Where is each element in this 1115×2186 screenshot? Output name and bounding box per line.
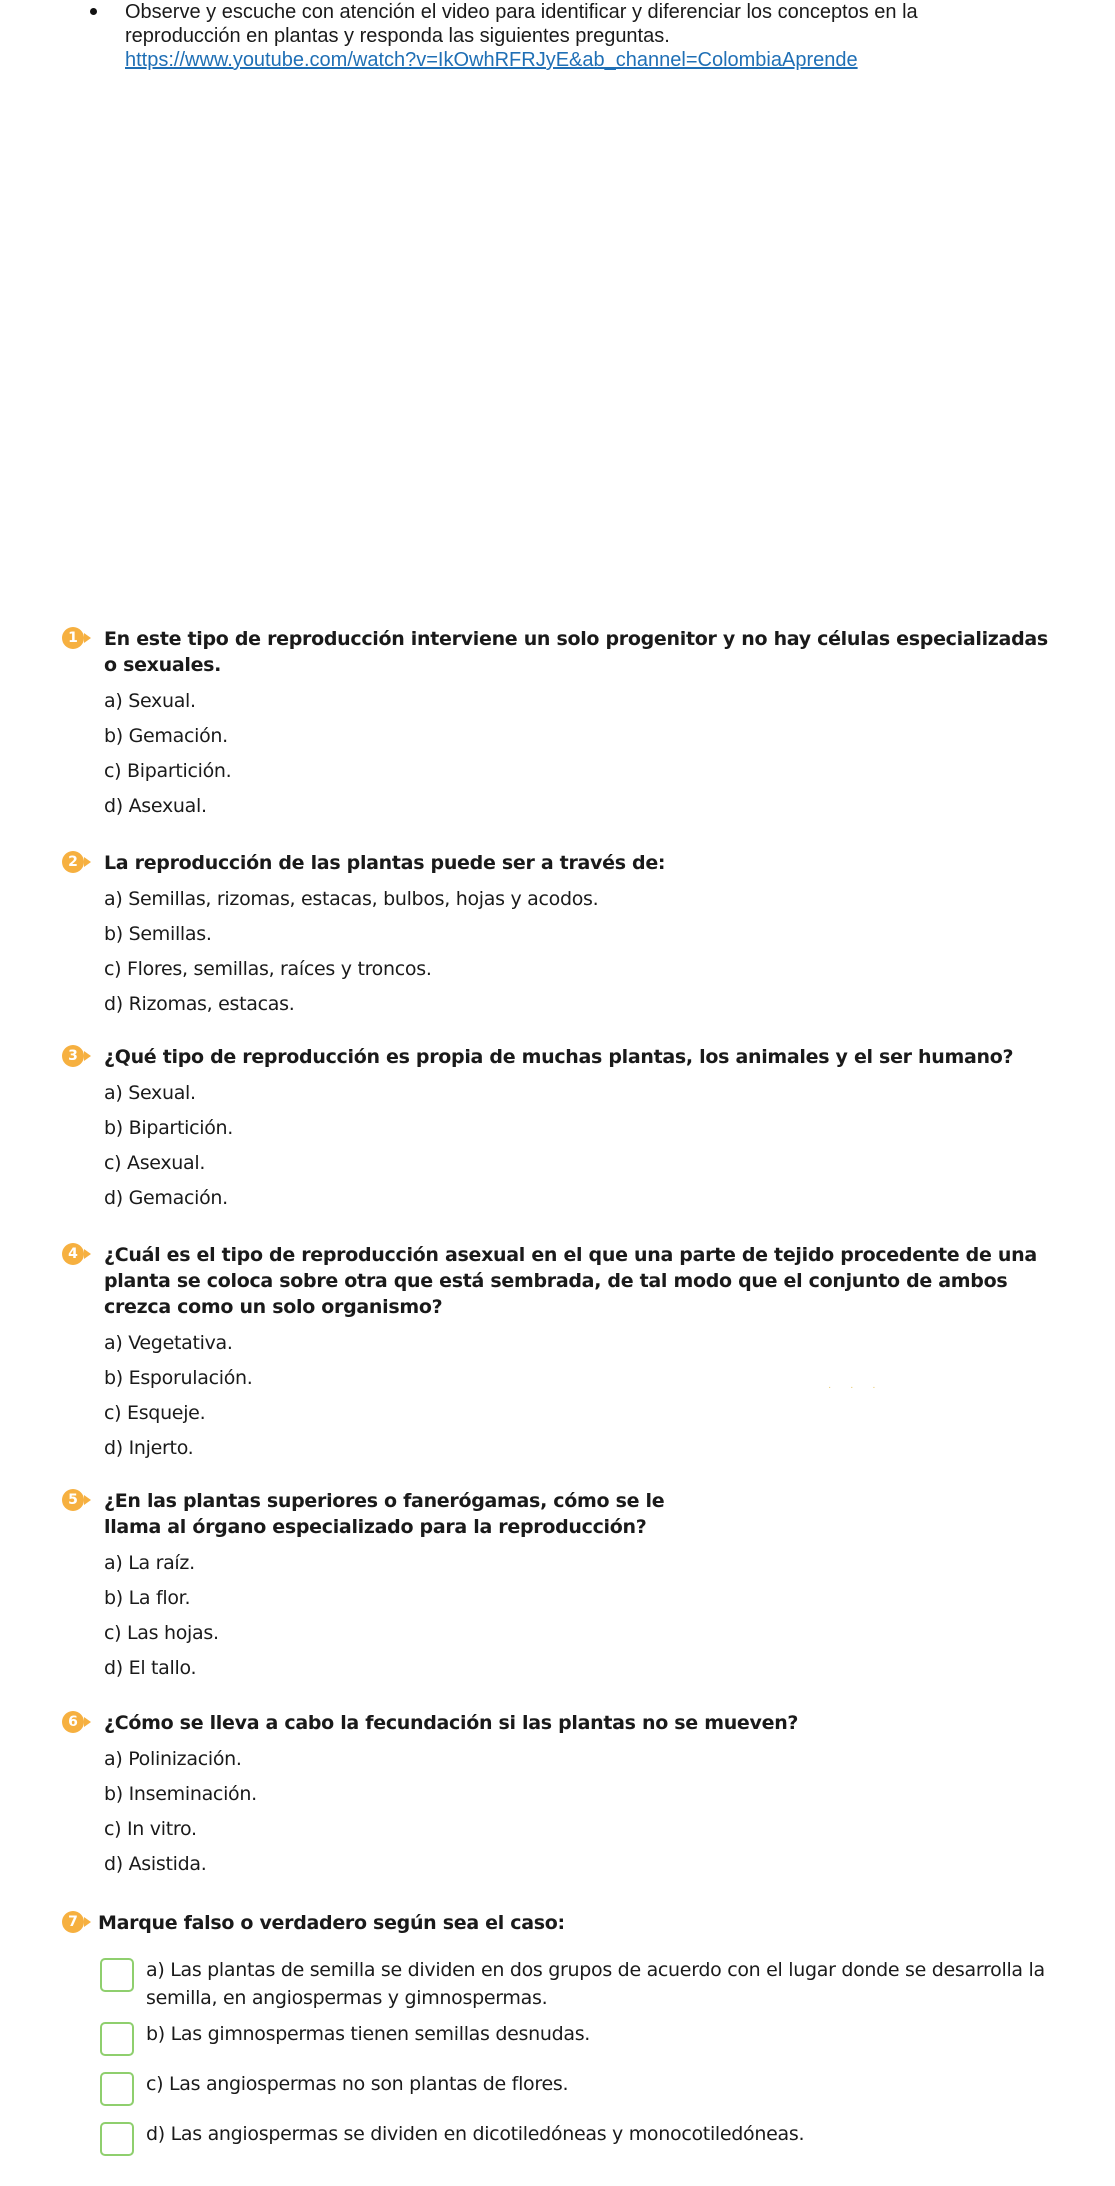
question-text: ¿En las plantas superiores o fanerógamas, cómo se le llama al órgano especializado para la reproducción? xyxy=(104,1490,665,1538)
question-2 xyxy=(62,850,1062,1022)
option-b: b) La flor. xyxy=(104,1587,191,1609)
question-number-badge: 1 xyxy=(62,627,84,649)
option-d: d) Asexual. xyxy=(104,795,207,817)
tf-item-b xyxy=(100,2020,1102,2070)
tf-item-text: b) Las gimnospermas tienen semillas desnudas. xyxy=(146,2023,591,2045)
question-number-badge: 7 xyxy=(62,1911,84,1933)
question-1 xyxy=(62,626,1062,824)
question-7 xyxy=(62,1910,1062,1936)
option-a: a) Semillas, rizomas, estacas, bulbos, hojas y acodos. xyxy=(104,888,599,910)
option-c: c) Esqueje. xyxy=(104,1402,206,1424)
option-c: c) Bipartición. xyxy=(104,760,232,782)
question-number-badge: 4 xyxy=(62,1243,84,1265)
tf-item-text: d) Las angiospermas se dividen en dicotiledóneas y monocotiledóneas. xyxy=(146,2123,805,2145)
intro-section xyxy=(95,0,995,72)
option-d: d) Gemación. xyxy=(104,1187,228,1209)
option-b: b) Semillas. xyxy=(104,923,212,945)
option-a: a) La raíz. xyxy=(104,1552,195,1574)
true-false-list xyxy=(62,1956,1102,2170)
tf-item-text: a) Las plantas de semilla se dividen en dos grupos de acuerdo con el lugar donde se desarrolla la semilla, en angiospermas y gimnospermas. xyxy=(146,1959,1045,2009)
option-d: d) Injerto. xyxy=(104,1437,194,1459)
tf-item-c xyxy=(100,2070,1102,2120)
question-number-badge: 6 xyxy=(62,1711,84,1733)
option-d: d) Rizomas, estacas. xyxy=(104,993,295,1015)
checkbox[interactable] xyxy=(100,2022,134,2056)
question-text: La reproducción de las plantas puede ser a través de: xyxy=(104,852,666,874)
question-number-badge: 3 xyxy=(62,1045,84,1067)
question-text: ¿Cómo se lleva a cabo la fecundación si las plantas no se mueven? xyxy=(104,1712,799,1734)
option-b: b) Gemación. xyxy=(104,725,228,747)
question-number-badge: 2 xyxy=(62,851,84,873)
question-5 xyxy=(62,1488,682,1686)
options-list xyxy=(104,1076,1062,1216)
question-text: ¿Cuál es el tipo de reproducción asexual en el que una parte de tejido procedente de una planta se coloca sobre otra que está sembrada, de tal modo que el conjunto de ambos crezca como un solo organismo? xyxy=(104,1244,1037,1318)
option-a: a) Sexual. xyxy=(104,690,196,712)
option-d: d) Asistida. xyxy=(104,1853,207,1875)
options-list xyxy=(104,684,1062,824)
video-link[interactable]: https://www.youtube.com/watch?v=IkOwhRFRJyE&ab_channel=ColombiaAprende xyxy=(125,49,858,71)
option-b: b) Inseminación. xyxy=(104,1783,257,1805)
checkbox[interactable] xyxy=(100,1958,134,1992)
option-a: a) Sexual. xyxy=(104,1082,196,1104)
tf-item-a xyxy=(100,1956,1102,2020)
question-text: Marque falso o verdadero según sea el caso: xyxy=(98,1912,565,1934)
option-b: b) Esporulación. xyxy=(104,1367,253,1389)
checkbox[interactable] xyxy=(100,2122,134,2156)
question-text: En este tipo de reproducción interviene un solo progenitor y no hay células especializadas o sexuales. xyxy=(104,628,1048,676)
options-list xyxy=(104,882,1062,1022)
question-number-badge: 5 xyxy=(62,1489,84,1511)
options-list xyxy=(104,1326,1062,1466)
bullet-icon xyxy=(90,8,97,15)
question-3 xyxy=(62,1044,1062,1216)
option-a: a) Polinización. xyxy=(104,1748,242,1770)
option-c: c) Las hojas. xyxy=(104,1622,219,1644)
decorative-dots: · · · xyxy=(828,1382,884,1393)
tf-item-text: c) Las angiospermas no son plantas de flores. xyxy=(146,2073,569,2095)
question-4 xyxy=(62,1242,1062,1466)
question-6 xyxy=(62,1710,1062,1882)
option-c: c) Flores, semillas, raíces y troncos. xyxy=(104,958,432,980)
option-b: b) Bipartición. xyxy=(104,1117,234,1139)
option-c: c) Asexual. xyxy=(104,1152,206,1174)
option-d: d) El tallo. xyxy=(104,1657,197,1679)
option-a: a) Vegetativa. xyxy=(104,1332,233,1354)
options-list xyxy=(104,1546,682,1686)
tf-item-d xyxy=(100,2120,1102,2170)
option-c: c) In vitro. xyxy=(104,1818,197,1840)
intro-text: Observe y escuche con atención el video para identificar y diferenciar los conceptos en la reproducción en plantas y responda las siguientes preguntas. xyxy=(125,1,918,47)
options-list xyxy=(104,1742,1062,1882)
checkbox[interactable] xyxy=(100,2072,134,2106)
question-text: ¿Qué tipo de reproducción es propia de muchas plantas, los animales y el ser humano? xyxy=(104,1046,1014,1068)
